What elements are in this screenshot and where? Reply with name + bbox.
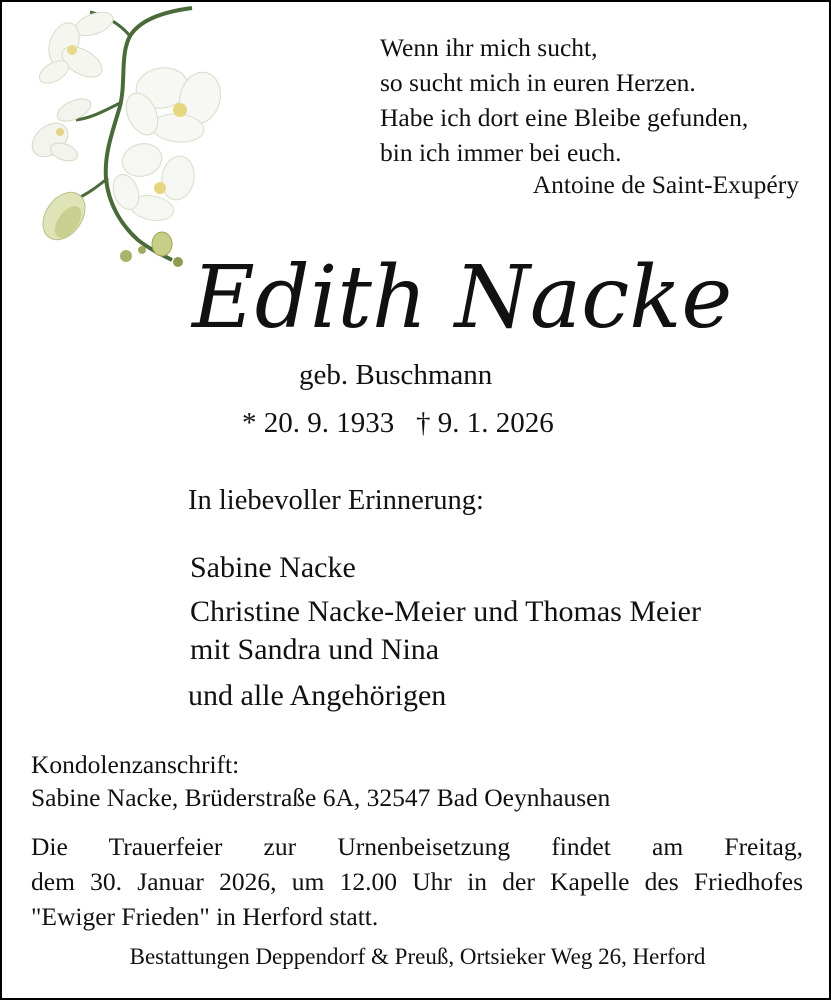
- condolence-label: Kondolenzanschrift:: [31, 750, 240, 779]
- life-dates: * 20. 9. 1933 † 9. 1. 2026: [242, 407, 554, 439]
- deceased-name: Edith Nacke: [192, 248, 733, 348]
- poem-line: Wenn ihr mich sucht,: [380, 33, 598, 62]
- poem-line: Habe ich dort eine Bleibe gefunden,: [380, 103, 749, 132]
- undertaker-info: Bestattungen Deppendorf & Preuß, Ortsieker Weg 26, Herford: [129, 944, 706, 969]
- condolence-address: Sabine Nacke, Brüderstraße 6A, 32547 Bad Oeynhausen: [31, 783, 611, 812]
- memory-heading: In liebevoller Erinnerung:: [188, 485, 484, 516]
- poem-author: Antoine de Saint-Exupéry: [532, 170, 799, 199]
- birth-name: geb. Buschmann: [299, 359, 493, 391]
- funeral-info: [31, 829, 803, 934]
- mourner: und alle Angehörigen: [188, 679, 447, 712]
- funeral-line: "Ewiger Frieden" in Herford statt.: [31, 902, 379, 931]
- funeral-line: Die Trauerfeier zur Urnenbeisetzung findet am Freitag,: [31, 832, 803, 861]
- poem-line: bin ich immer bei euch.: [380, 138, 622, 167]
- orchid-image: [2, 2, 242, 277]
- poem-line: so sucht mich in euren Herzen.: [380, 68, 696, 97]
- mourners-list: [190, 546, 701, 718]
- mourner: Christine Nacke-Meier und Thomas Meier: [190, 595, 701, 628]
- mourner: mit Sandra und Nina: [190, 633, 440, 666]
- condolence-address-block: [31, 748, 610, 814]
- funeral-line: dem 30. Januar 2026, um 12.00 Uhr in der Kapelle des Friedhofes: [31, 867, 803, 896]
- poem: [380, 30, 748, 170]
- mourner: Sabine Nacke: [190, 551, 356, 584]
